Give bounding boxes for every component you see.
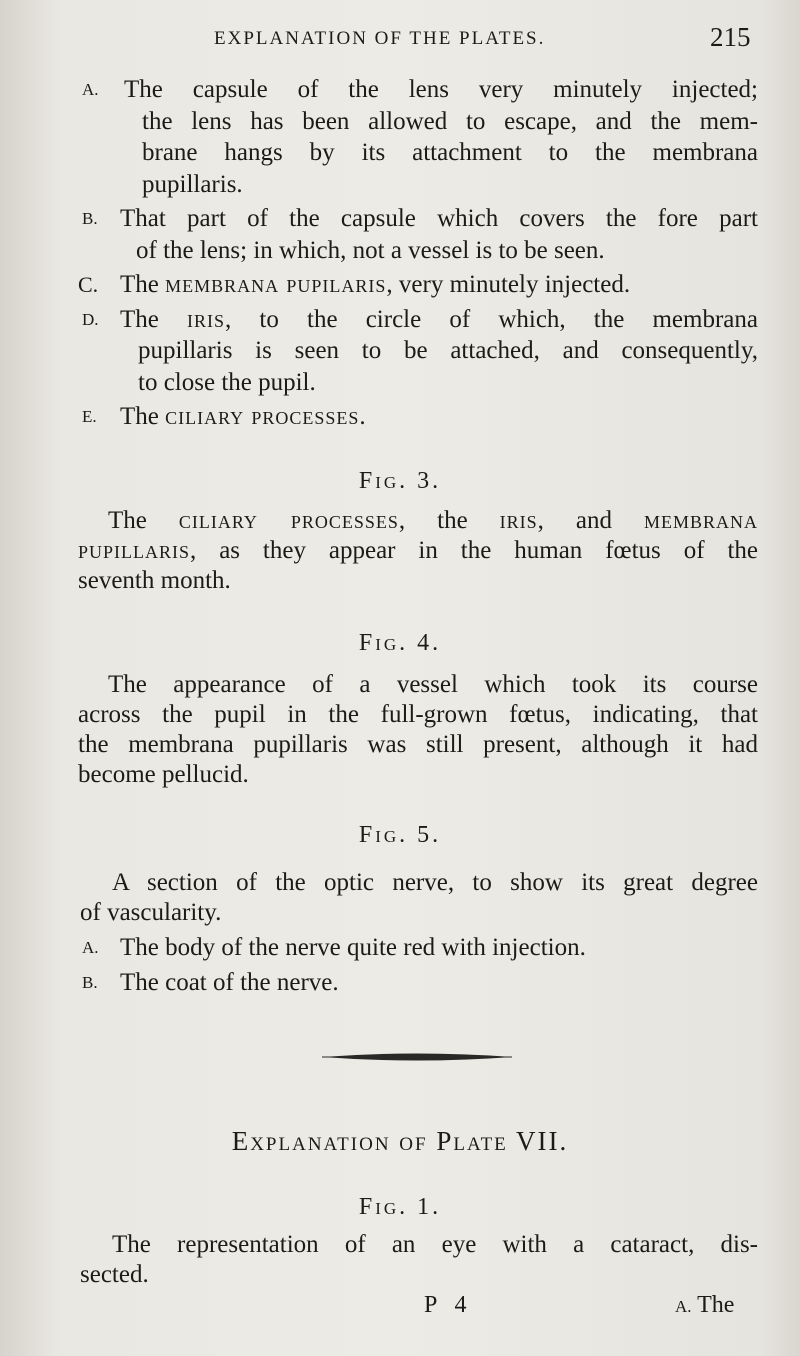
signature-mark: P 4: [424, 1292, 473, 1318]
figure-caption: The representation of an eye with a cataract, dis- sected.: [80, 1231, 758, 1288]
item-line: pupillaris is seen to be attached, and consequently,: [138, 337, 758, 364]
item-list-top: [78, 74, 758, 436]
item-line: to close the pupil.: [138, 368, 316, 396]
list-item: [78, 967, 758, 999]
page-number: 215: [710, 22, 751, 52]
figure-label: Fig. 4.: [358, 630, 442, 656]
item-line: The iris, to the circle of which, the membrana: [120, 305, 758, 333]
running-head-title: EXPLANATION OF THE PLATES.: [214, 28, 546, 49]
list-item: [78, 203, 758, 266]
item-line: The membrana pupilaris, very minutely injected.: [120, 271, 631, 298]
figure-caption: The ciliary processes, the iris, and membrana pupillaris, as they appear in the human fœtus of the seventh month.: [78, 507, 758, 594]
catchword-key: A.: [675, 1297, 692, 1316]
item-line: The coat of the nerve.: [120, 968, 339, 996]
running-head: [0, 22, 800, 56]
item-line: The ciliary processes.: [120, 403, 367, 430]
catchword: [675, 1292, 734, 1319]
item-key: E.: [82, 407, 97, 426]
item-line: brane hangs by its attachment to the membrana: [142, 139, 758, 166]
item-line: The body of the nerve quite red with injection.: [120, 934, 586, 961]
figure-caption: A section of the optic nerve, to show its great degree of vascularity.: [80, 869, 758, 926]
figure-label: Fig. 1.: [358, 1194, 442, 1220]
item-line: The capsule of the lens very minutely injected;: [124, 76, 758, 103]
item-key: B.: [82, 209, 98, 228]
figure-label: Fig. 3.: [358, 468, 442, 494]
item-line: of the lens; in which, not a vessel is to be seen.: [136, 236, 605, 264]
plate-heading: Explanation of Plate VII.: [231, 1126, 569, 1156]
list-item: [78, 74, 758, 200]
item-key: C.: [78, 272, 99, 297]
item-key: D.: [82, 309, 99, 329]
list-item: [78, 932, 758, 964]
item-key: A.: [82, 80, 99, 99]
item-line: the lens has been allowed to escape, and the mem-: [142, 107, 758, 135]
figure-label: Fig. 5.: [358, 822, 442, 848]
ornamental-rule: [322, 1052, 512, 1062]
list-item: [78, 304, 758, 399]
figure-caption: The appearance of a vessel which took its course across the pupil in the full-grown fœtus, indicating, that the membrana pupillaris was still present, although it had become pellucid.: [78, 671, 758, 788]
catchword-text: The: [697, 1292, 735, 1318]
item-key: A.: [82, 938, 99, 957]
item-line: pupillaris.: [142, 170, 243, 198]
list-item: [78, 401, 758, 433]
item-line: That part of the capsule which covers the fore part: [120, 205, 758, 232]
list-item: [78, 269, 758, 301]
item-key: B.: [82, 972, 98, 992]
item-list-fig5: [78, 932, 758, 1001]
